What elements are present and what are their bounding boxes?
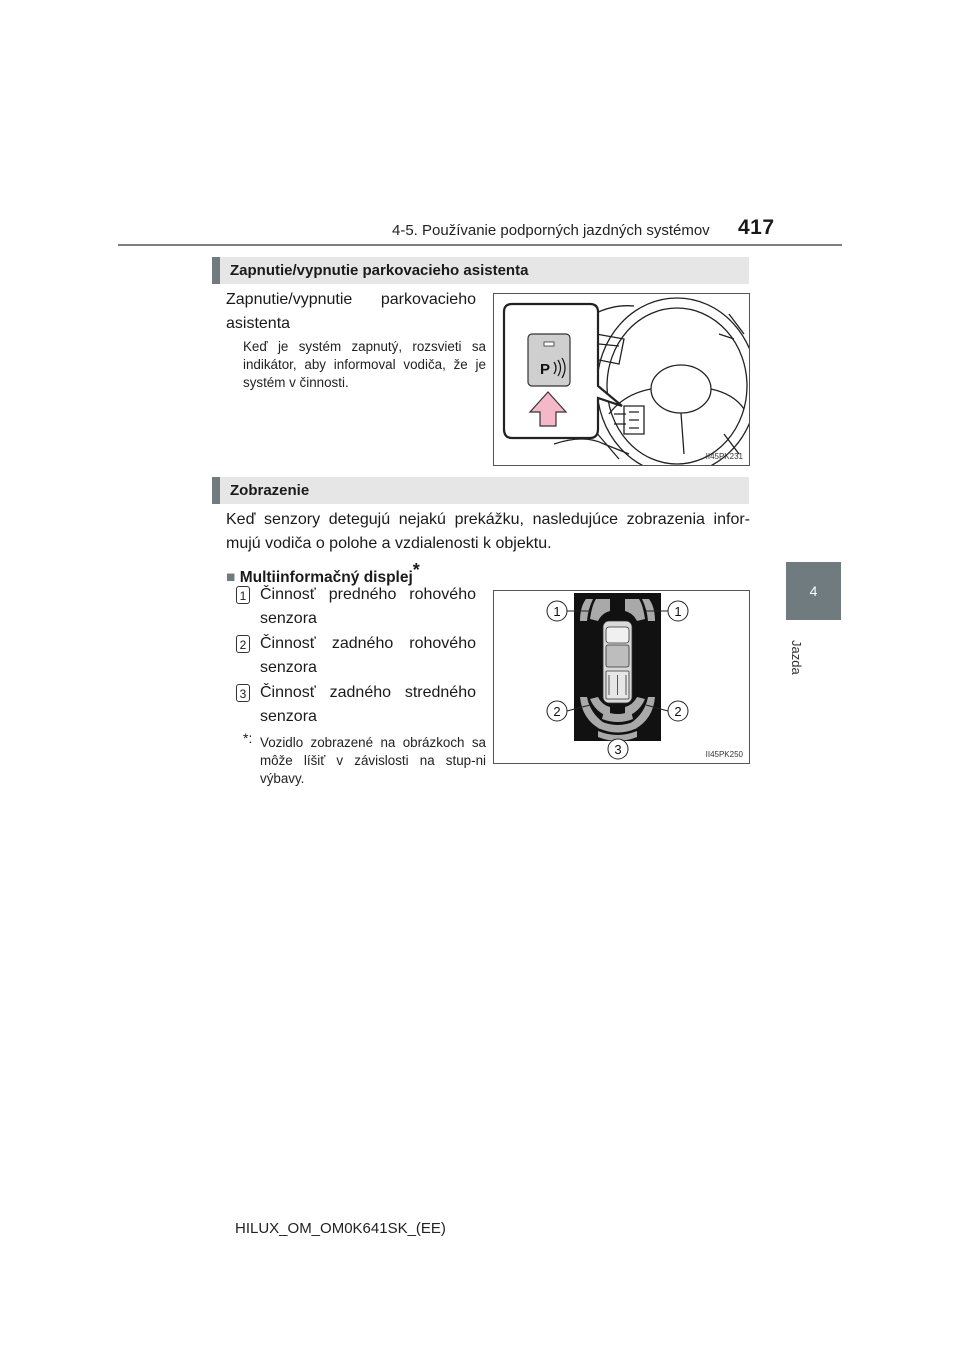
subheading-asterisk: * [412,560,420,580]
figure1-code: II45PK231 [705,452,743,461]
list-item-text: Činnosť zadného stredného senzora [260,684,476,725]
dashboard-figure [493,293,750,466]
section-heading-display: Zobrazenie [212,477,749,504]
figure2-code: II45PK250 [705,750,743,759]
list-number: 3 [236,684,250,702]
list-item-text: Činnosť predného rohového senzora [260,586,476,627]
header-rule [118,244,842,246]
parking-button-label: P [540,361,551,378]
footnote-text: Vozidlo zobrazené na obrázkoch sa môže líšiť v závislosti na stup-ni výbavy. [260,735,486,786]
callout-label: 1 [674,604,682,619]
section-heading-parking-assist: Zapnutie/vypnutie parkovacieho asistenta [212,257,749,284]
callout-label: 2 [553,704,561,719]
header-section-title: 4-5. Používanie podporných jazdných systémov [392,222,710,239]
sensor-display-figure [493,590,750,764]
callout-label: 2 [674,704,682,719]
section1-text [226,288,476,336]
callout-label: 3 [614,742,622,757]
section1-note: Keď je systém zapnutý, rozsvieti sa indikátor, aby informoval vodiča, že je systém v činnosti. [243,339,486,390]
subheading-marker: ■ [226,569,236,587]
section1-text-line2: asistenta [226,315,291,332]
page-number: 417 [738,216,775,239]
sensor-display-illustration [494,591,750,764]
subheading-text: Multiinformačný displej [239,569,413,587]
list-number: 1 [236,586,250,604]
footnote-marker: *: [243,730,253,746]
section2-intro: Keď senzory detegujú nejakú prekážku, nasledujúce zobrazenia infor-mujú vodiča o polohe a vzdialenosti k objektu. [226,511,750,552]
callout-label: 1 [553,604,561,619]
footer-doc-code: HILUX_OM_OM0K641SK_(EE) [235,1220,446,1237]
list-item-text: Činnosť zadného rohového senzora [260,635,476,676]
dashboard-illustration [494,294,750,466]
section1-text-line1: Zapnutie/vypnutie parkovacieho [226,291,476,308]
chapter-number: 4 [809,583,818,599]
list-number: 2 [236,635,250,653]
chapter-label: Jazda [789,640,804,675]
chapter-tab [786,562,841,620]
